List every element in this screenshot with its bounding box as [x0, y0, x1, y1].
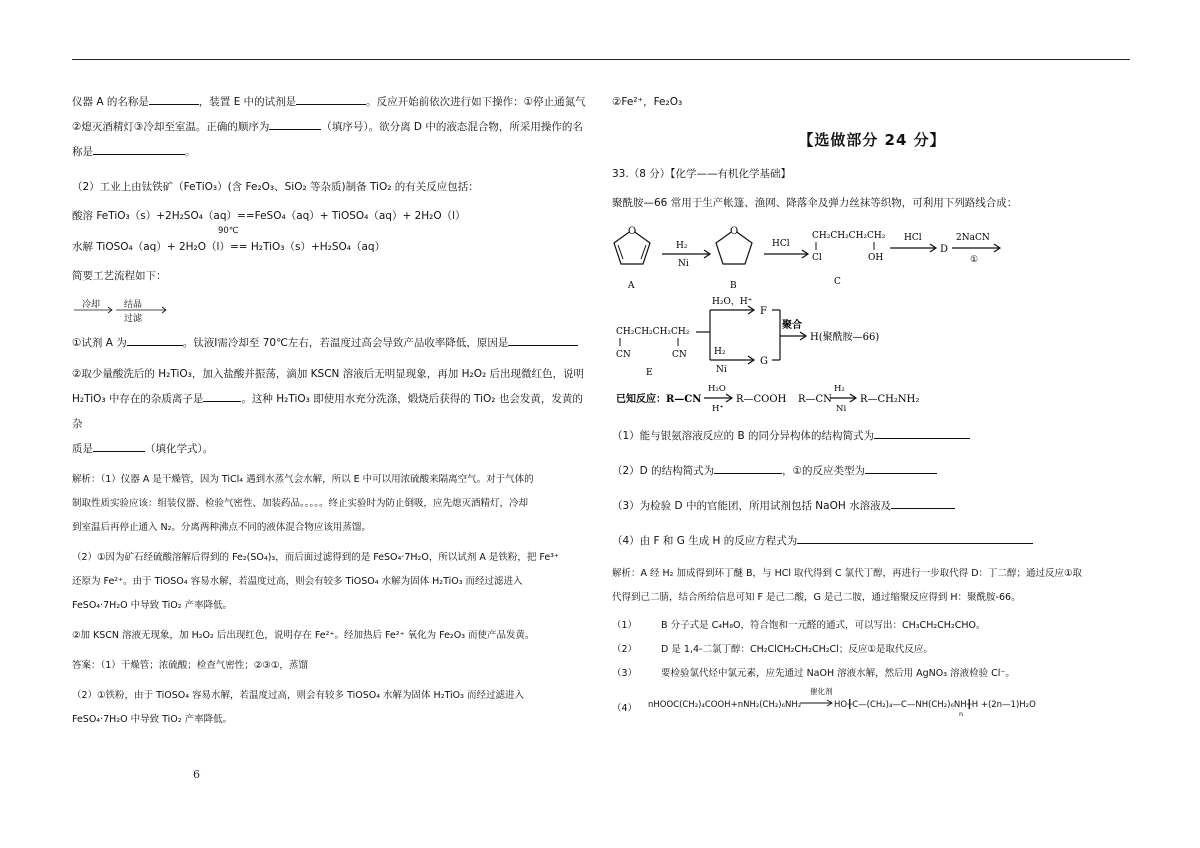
text: 要检验氯代烃中氯元素，应先通过 NaOH 溶液水解，然后用 AgNO₃ 溶液检验 Cl⁻。: [661, 668, 1015, 679]
q33-4: [612, 529, 1132, 554]
n-subscript: n: [959, 710, 964, 718]
q33-intro: 聚酰胺—66 常用于生产帐篷、渔网、降落伞及弹力丝袜等织物，可利用下列路线合成：: [612, 197, 1018, 209]
q33-1: [612, 424, 1132, 449]
reactants: nHOOC(CH₂)₄COOH+nNH₂(CH₂)₆NH₂: [648, 700, 802, 710]
known-h: H⁺: [712, 404, 724, 414]
left-column: [72, 90, 590, 732]
svg-text:O: O: [628, 226, 637, 237]
label-a: A: [628, 281, 635, 291]
answer-blank[interactable]: [865, 461, 937, 474]
text: （3）为检验 D 中的官能团，所用试剂包括 NaOH 水溶液及: [612, 500, 892, 512]
label-c: C: [834, 277, 841, 287]
answer-blank[interactable]: [797, 531, 1033, 544]
text: 。反应开始前依次进行如下操作：①停止通氮气: [366, 96, 586, 108]
q33-title: 33.（8 分）【化学——有机化学基础】: [612, 168, 791, 180]
known-h2: H₂: [834, 384, 845, 394]
known-h2o: H₂O: [708, 384, 726, 394]
q2-intro: （2）工业上由钛铁矿（FeTiO₃）(含 Fe₂O₃、SiO₂ 等杂质)制备 TiO₂ 的有关反应包括：: [72, 181, 479, 193]
q2-2-line1: ②取少量酸洗后的 H₂TiO₃，加入盐酸并振荡，滴加 KSCN 溶液后无明显现象，再加 H₂O₂ 后出现微红色，说明: [72, 368, 585, 380]
q33-2: [612, 459, 1132, 484]
text: 。钛液Ⅰ需冷却至 70℃左右，若温度过高会导致产品收率降低，原因是: [182, 337, 509, 349]
label-f: F: [760, 306, 767, 317]
equation-1: 酸溶 FeTiO₃（s）+2H₂SO₄（aq）==FeSO₄（aq）+ TiOSO₄（aq）+ 2H₂O（l）: [72, 210, 466, 222]
analysis-6: FeSO₄·7H₂O 中导致 TiO₂ 产率降低。: [72, 600, 233, 611]
products: HO╂C—(CH₂)₄—C—NH(CH₂)₆NH╂H +(2n—1)H₂O: [834, 700, 1036, 710]
right-column: [612, 90, 1132, 720]
q1-line2: [72, 115, 590, 140]
flow-title: 简要工艺流程如下：: [72, 270, 167, 282]
text: ①试剂 A 为: [72, 337, 127, 349]
answer-blank[interactable]: [891, 496, 955, 509]
ni-label-2: Ni: [716, 365, 727, 375]
flow-label-cool: 冷却: [82, 300, 101, 310]
answer-1: 答案：（1）干燥管；浓硫酸；检查气密性；②③①，蒸馏: [72, 660, 308, 671]
h-product: H(聚酰胺—66): [810, 332, 880, 343]
nacn-label: 2NaCN: [956, 233, 990, 243]
analysis-5: 还原为 Fe²⁺。由于 TiOSO₄ 容易水解，若温度过高，则会有较多 TiOSO₄ 水解为固体 H₂TiO₃ 而经过滤进入: [72, 576, 523, 587]
text: 质是: [72, 443, 93, 455]
analysis-3: 到室温后再停止通入 N₂。分离两种沸点不同的液体混合物应该用蒸馏。: [72, 522, 371, 533]
r-answer-4: [612, 686, 1132, 720]
answer-blank[interactable]: [714, 461, 782, 474]
label-e: E: [646, 368, 653, 378]
header-rule: [72, 59, 1130, 60]
reaction-arrow: [800, 698, 834, 708]
hcl-label-2: HCl: [904, 233, 922, 243]
e-cn-left: CN: [616, 350, 631, 360]
h2o-h-label: H₂O，H⁺: [712, 297, 753, 307]
text: （1）能与银氨溶液反应的 B 的同分异构体的结构简式为: [612, 430, 875, 442]
top-answer: ②Fe²⁺，Fe₂O₃: [612, 96, 683, 108]
label-g: G: [760, 356, 768, 367]
label-b: B: [730, 281, 737, 291]
analysis-2: 制取性质实验应该：组装仪器、检验气密性、加装药品。。。。。终止实验时为防止倒吸，应先熄灭酒精灯，冷却: [72, 498, 529, 509]
known-ni: Ni: [836, 404, 847, 414]
r-analysis-1: 解析：A 经 H₂ 加成得到环丁醚 B，与 HCl 取代得到 C 氯代丁醇，再进行一步取代得 D：丁二醇；通过反应①取: [612, 568, 1083, 579]
num: （3）: [612, 668, 638, 679]
step-one-label: ①: [970, 255, 979, 265]
r-answer-1: [612, 614, 1132, 638]
h2-label-2: H₂: [714, 347, 726, 357]
q2-2-line2: [72, 387, 590, 437]
h2-label: H₂: [676, 241, 688, 251]
answer-2: （2）①铁粉，由于 TiOSO₄ 容易水解，若温度过高，则会有较多 TiOSO₄ 水解为固体 H₂TiO₃ 而经过滤进入: [72, 690, 524, 701]
text: （填化学式）。: [145, 443, 214, 455]
equation-temperature: 90℃: [218, 226, 239, 236]
text: ②熄灭酒精灯③冷却至室温。正确的顺序为: [72, 121, 270, 133]
num: （1）: [612, 620, 638, 631]
r-answer-2: [612, 638, 1132, 662]
text: 。这种 H₂TiO₃ 即使用水充分洗涤，煅烧后获得的 TiO₂ 也会发黄，发黄的杂: [72, 393, 583, 430]
num: （4）: [612, 703, 638, 714]
text: 。: [185, 146, 196, 158]
label-d: D: [940, 244, 949, 255]
answer-blank[interactable]: [296, 92, 366, 105]
synthesis-scheme: [612, 220, 1132, 420]
text: ，①的反应类型为: [782, 465, 866, 477]
process-flow: [72, 297, 590, 331]
answer-blank[interactable]: [874, 426, 970, 439]
r-analysis-2: 代得到己二腈，结合所给信息可知 F 是己二酸，G 是己二胺，通过缩聚反应得到 H：聚酰胺-66。: [612, 592, 1021, 603]
text: B 分子式是 C₄H₈O，符合饱和一元醛的通式，可以写出：CH₃CH₂CH₂CHO。: [661, 620, 986, 631]
q2-1: [72, 331, 590, 356]
q33-3: [612, 494, 1132, 519]
answer-blank[interactable]: [127, 333, 183, 346]
text: 仪器 A 的名称是: [72, 96, 149, 108]
text: 称是: [72, 146, 93, 158]
svg-text:O: O: [730, 226, 739, 237]
c-oh: OH: [868, 253, 884, 263]
flow-label-crystal: 结晶: [124, 300, 143, 310]
e-chain: CH₂CH₂CH₂CH₂: [616, 327, 690, 337]
q2-2-line3: [72, 437, 590, 462]
polymerize-label: 聚合: [782, 320, 802, 331]
answer-blank[interactable]: [149, 92, 199, 105]
text: ，装置 E 中的试剂是: [198, 96, 297, 108]
hcl-label: HCl: [772, 239, 790, 249]
text: （4）由 F 和 G 生成 H 的反应方程式为: [612, 535, 798, 547]
text: （2）D 的结构简式为: [612, 465, 715, 477]
r-answer-3: [612, 662, 1132, 686]
answer-blank[interactable]: [508, 333, 578, 346]
furan-structure: [614, 226, 650, 264]
c-cl: Cl: [812, 253, 822, 263]
analysis-4: （2）①因为矿石经硫酸溶解后得到的 Fe₂(SO₄)₃，而后面过滤得到的是 FeSO₄·7H₂O，所以试剂 A 是铁粉，把 Fe³⁺: [72, 552, 560, 563]
text: （填序号）。欲分离 D 中的液态混合物，所采用操作的名: [321, 121, 583, 133]
q1-line1: [72, 90, 590, 115]
q1-line3: [72, 140, 590, 165]
c-chain: CH₂CH₂CH₂CH₂: [812, 231, 886, 241]
analysis-7: ②加 KSCN 溶液无现象，加 H₂O₂ 后出现红色，说明存在 Fe²⁺。经加热后 Fe²⁺ 氧化为 Fe₂O₃ 而使产品发黄。: [72, 630, 535, 641]
answer-blank[interactable]: [203, 389, 241, 402]
page-number: 6: [193, 768, 200, 781]
analysis-1: 解析：（1）仪器 A 是干燥管，因为 TiCl₄ 遇到水蒸气会水解，所以 E 中可以用浓硫酸来隔离空气。对于气体的: [72, 474, 534, 485]
section-title: 【选做部分 24 分】: [798, 131, 946, 149]
answer-blank[interactable]: [269, 117, 321, 130]
answer-blank[interactable]: [93, 439, 145, 452]
known-reaction-2: R—CN: [798, 394, 832, 405]
num: （2）: [612, 644, 638, 655]
answer-blank[interactable]: [93, 142, 185, 155]
catalyst-label: 催化剂: [810, 687, 833, 696]
known-reaction-1: 已知反应：R—CN: [616, 394, 702, 405]
ni-label: Ni: [678, 259, 689, 269]
text: H₂TiO₃ 中存在的杂质离子是: [72, 393, 204, 405]
equation-2: 水解 TiOSO₄（aq）+ 2H₂O（l）== H₂TiO₃（s）+H₂SO₄（aq）: [72, 241, 386, 253]
text: D 是 1,4-二氯丁醇：CH₂ClCH₂CH₂CH₂Cl；反应①是取代反应。: [661, 644, 933, 655]
thf-structure: [716, 226, 752, 264]
known-product-1: R—COOH: [736, 394, 787, 405]
answer-3: FeSO₄·7H₂O 中导致 TiO₂ 产率降低。: [72, 714, 233, 725]
known-product-2: R—CH₂NH₂: [860, 394, 920, 405]
e-cn-right: CN: [672, 350, 687, 360]
flow-label-filter: 过滤: [124, 314, 143, 324]
